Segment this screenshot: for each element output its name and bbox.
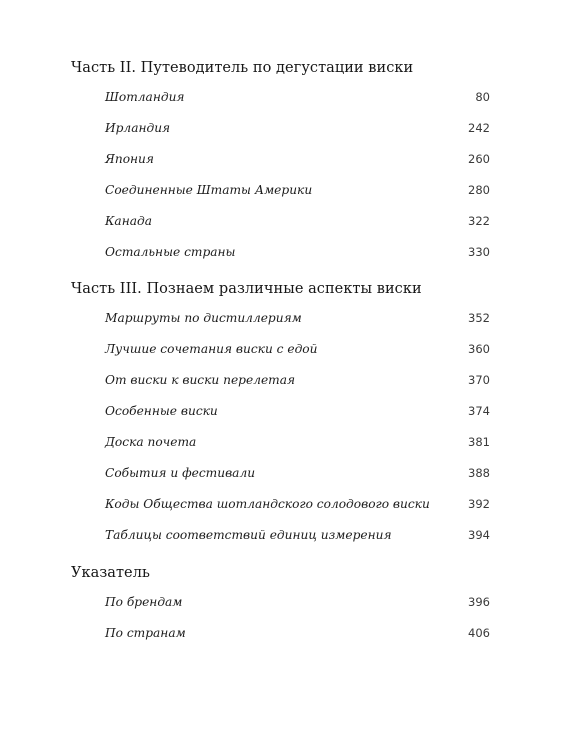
toc-entry-page: 370 xyxy=(468,373,490,387)
toc-entry-title: События и фестивали xyxy=(105,466,256,480)
toc-entry-page: 388 xyxy=(468,466,490,480)
toc-entry-title: По странам xyxy=(105,626,186,640)
toc-entry-title: Коды Общества шотландского солодового виски xyxy=(105,497,430,511)
section-title-part2: Часть II. Путеводитель по дегустации виски xyxy=(71,60,414,76)
toc-entry-page: 330 xyxy=(468,245,490,259)
toc-entry[interactable] xyxy=(105,88,490,106)
toc-entry-title: Соединенные Штаты Америки xyxy=(105,183,313,197)
toc-entry-title: Маршруты по дистиллериям xyxy=(105,311,302,325)
toc-entry[interactable] xyxy=(105,433,490,451)
toc-entry-title: Канада xyxy=(105,214,152,228)
section-title-index: Указатель xyxy=(71,565,150,581)
toc-entry[interactable] xyxy=(105,181,490,199)
toc-entry-title: От виски к виски перелетая xyxy=(105,373,296,387)
toc-entry-page: 322 xyxy=(468,214,490,228)
toc-entry-page: 396 xyxy=(468,595,490,609)
toc-entry[interactable] xyxy=(105,243,490,261)
toc-entry[interactable] xyxy=(105,526,490,544)
toc-entry[interactable] xyxy=(105,495,490,513)
toc-entry-page: 360 xyxy=(468,342,490,356)
toc-entry[interactable] xyxy=(105,340,490,358)
toc-entry-title: Остальные страны xyxy=(105,245,236,259)
toc-entry-title: Япония xyxy=(105,152,154,166)
toc-entry-page: 352 xyxy=(468,311,490,325)
section-title-part3: Часть III. Познаем различные аспекты виски xyxy=(71,281,422,297)
toc-entry-page: 381 xyxy=(468,435,490,449)
toc-entry-page: 280 xyxy=(468,183,490,197)
toc-entry-title: Лучшие сочетания виски с едой xyxy=(105,342,318,356)
toc-entry-page: 394 xyxy=(468,528,490,542)
toc-entry-title: По брендам xyxy=(105,595,183,609)
toc-entry[interactable] xyxy=(105,402,490,420)
toc-entry-title: Особенные виски xyxy=(105,404,218,418)
toc-entry[interactable] xyxy=(105,150,490,168)
toc-entry-title: Таблицы соответствий единиц измерения xyxy=(105,528,392,542)
toc-entry-page: 374 xyxy=(468,404,490,418)
toc-entry-title: Ирландия xyxy=(105,121,171,135)
toc-entry[interactable] xyxy=(105,593,490,611)
toc-entry-title: Шотландия xyxy=(105,90,185,104)
toc-entry[interactable] xyxy=(105,212,490,230)
toc-entry[interactable] xyxy=(105,309,490,327)
toc-entry-page: 260 xyxy=(468,152,490,166)
toc-entry-page: 242 xyxy=(468,121,490,135)
toc-entry-page: 406 xyxy=(468,626,490,640)
toc-entry[interactable] xyxy=(105,119,490,137)
toc-entry-title: Доска почета xyxy=(105,435,197,449)
toc-entry[interactable] xyxy=(105,371,490,389)
toc-entry[interactable] xyxy=(105,624,490,642)
toc-entry[interactable] xyxy=(105,464,490,482)
toc-entry-page: 392 xyxy=(468,497,490,511)
toc-entry-page: 80 xyxy=(475,90,490,104)
